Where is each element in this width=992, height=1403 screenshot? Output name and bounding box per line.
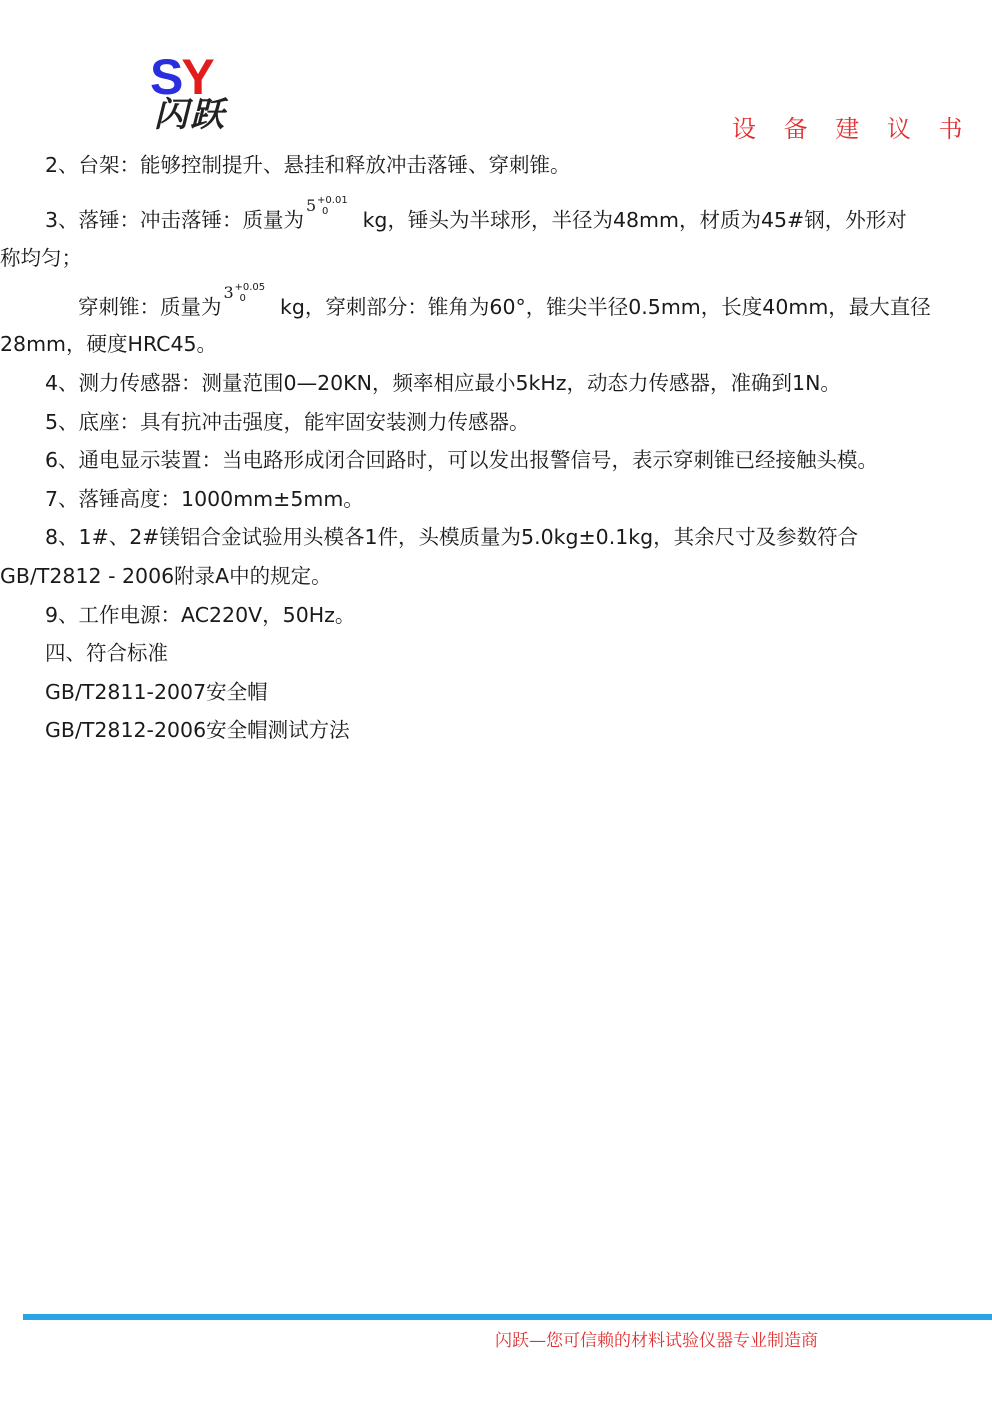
item-6-display-device: 6、通电显示装置：当电路形成闭合回路时，可以发出报警信号，表示穿刺锥已经接触头模。 bbox=[45, 448, 879, 472]
item-8-headforms: 8、1#、2#镁铝合金试验用头模各1件，头模质量为5.0kg±0.1kg，其余尺寸及参数符合 bbox=[45, 525, 859, 549]
footer-slogan: 闪跃—您可信赖的材料试验仪器专业制造商 bbox=[495, 1331, 818, 1351]
section-standards-heading: 四、符合标准 bbox=[45, 641, 168, 665]
item-3-hammer bbox=[45, 195, 907, 234]
footer-divider bbox=[23, 1314, 992, 1320]
hammer-mass-tolerance bbox=[304, 195, 356, 229]
logo-chinese-name: 闪跃 bbox=[154, 95, 226, 135]
company-logo bbox=[150, 49, 242, 136]
item-2-stand: 2、台架：能够控制提升、悬挂和释放冲击落锤、穿刺锥。 bbox=[45, 153, 571, 177]
item-3-suffix: kg，锤头为半球形，半径为48mm，材质为45#钢，外形对 bbox=[356, 208, 907, 232]
logo-letter-y: Y bbox=[181, 49, 213, 105]
piercing-prefix: 穿刺锥：质量为 bbox=[78, 295, 222, 319]
standard-2: GB/T2812-2006安全帽测试方法 bbox=[45, 718, 350, 742]
standard-1: GB/T2811-2007安全帽 bbox=[45, 680, 268, 704]
cone-mass-tolerance bbox=[222, 282, 274, 316]
item-4-force-sensor: 4、测力传感器：测量范围0—20KN，频率相应最小5kHz，动态力传感器，准确到1N。 bbox=[45, 371, 841, 395]
piercing-cone bbox=[78, 282, 931, 321]
item-5-base: 5、底座：具有抗冲击强度，能牢固安装测力传感器。 bbox=[45, 410, 530, 434]
item-8-continuation: GB/T2812 - 2006附录A中的规定。 bbox=[0, 564, 332, 588]
piercing-suffix: kg，穿刺部分：锥角为60°，锥尖半径0.5mm，长度40mm，最大直径 bbox=[273, 295, 931, 319]
item-3-prefix: 3、落锤：冲击落锤：质量为 bbox=[45, 208, 305, 232]
item-7-drop-height: 7、落锤高度：1000mm±5mm。 bbox=[45, 487, 364, 511]
cone-mass-upper: +0.05 bbox=[234, 282, 266, 293]
item-3-continuation: 称均匀； bbox=[0, 246, 82, 270]
cone-mass-base: 3 bbox=[223, 283, 234, 302]
hammer-mass-lower: 0 bbox=[322, 206, 329, 217]
logo-letter-s: S bbox=[150, 49, 182, 105]
hammer-mass-upper: +0.01 bbox=[317, 195, 348, 206]
piercing-continuation: 28mm，硬度HRC45。 bbox=[0, 332, 218, 356]
document-title: 设 备 建 议 书 bbox=[732, 115, 973, 143]
hammer-mass-base: 5 bbox=[306, 196, 317, 215]
cone-mass-lower: 0 bbox=[239, 293, 246, 304]
item-9-power-supply: 9、工作电源：AC220V，50Hz。 bbox=[45, 603, 356, 627]
